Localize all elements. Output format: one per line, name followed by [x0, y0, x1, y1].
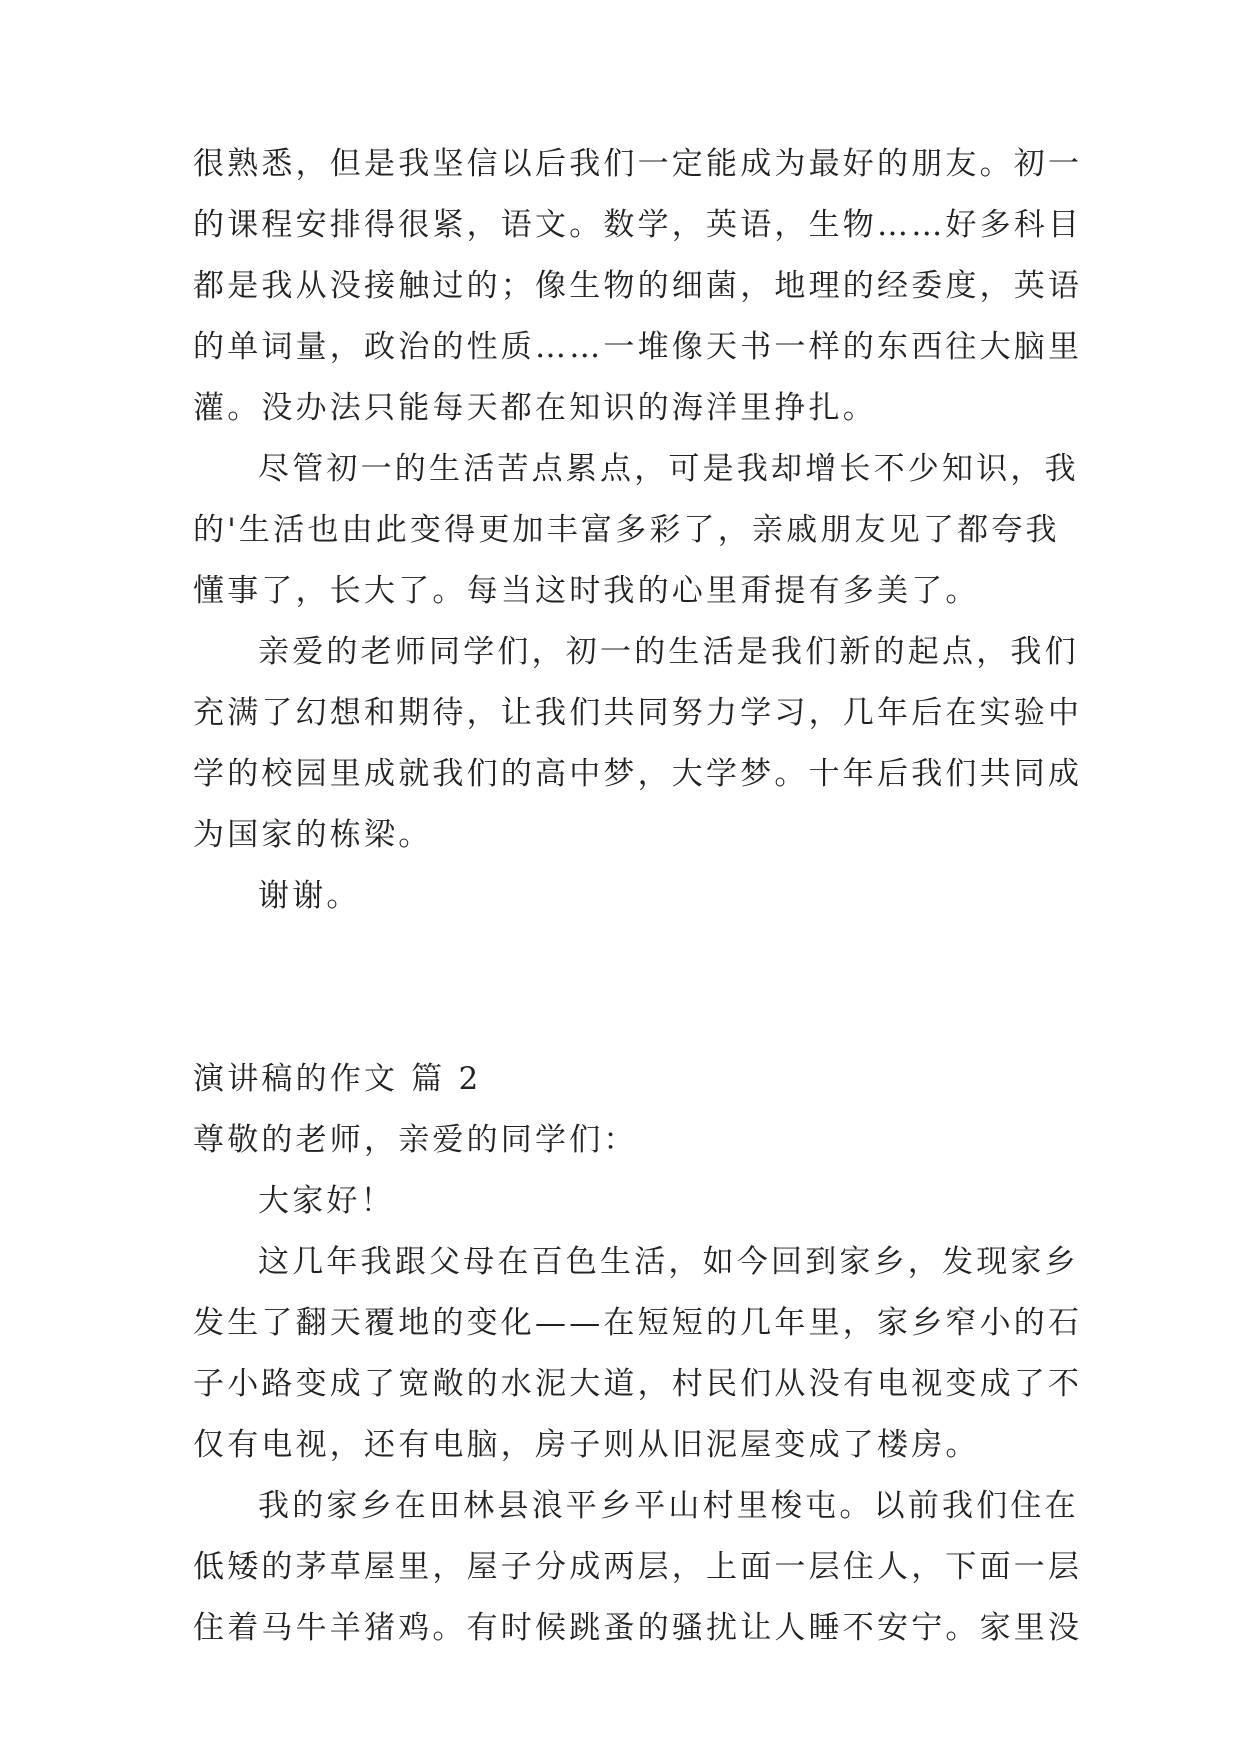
text-line: 学的校园里成就我们的高中梦，大学梦。十年后我们共同成	[193, 756, 1083, 792]
greeting-line: 大家好！	[258, 1183, 395, 1219]
paragraph-start-line: 我的家乡在田林县浪平乡平山村里梭屯。以前我们住在	[258, 1488, 1079, 1524]
paragraph-start-line: 尽管初一的生活苦点累点，可是我却增长不少知识，我	[258, 451, 1079, 487]
text-line: 的课程安排得很紧，语文。数学，英语，生物……好多科目	[193, 207, 1083, 243]
text-line: 充满了幻想和期待，让我们共同努力学习，几年后在实验中	[193, 695, 1083, 731]
text-line: 住着马牛羊猪鸡。有时候跳蚤的骚扰让人睡不安宁。家里没	[193, 1610, 1083, 1646]
text-line: 低矮的茅草屋里，屋子分成两层，上面一层住人，下面一层	[193, 1549, 1083, 1585]
text-line: 都是我从没接触过的；像生物的细菌，地理的经委度，英语	[193, 268, 1083, 304]
text-line: 很熟悉，但是我坚信以后我们一定能成为最好的朋友。初一	[193, 146, 1083, 182]
text-line: 为国家的栋梁。	[193, 817, 433, 853]
paragraph-start-line: 亲爱的老师同学们，初一的生活是我们新的起点，我们	[258, 634, 1079, 670]
paragraph-start-line: 这几年我跟父母在百色生活，如今回到家乡，发现家乡	[258, 1244, 1079, 1280]
text-line: 仅有电视，还有电脑，房子则从旧泥屋变成了楼房。	[193, 1427, 980, 1463]
document-page	[193, 134, 1083, 1659]
section-gap	[193, 927, 1053, 1049]
text-line: 的单词量，政治的性质……一堆像天书一样的东西往大脑里	[193, 329, 1083, 365]
section-heading: 演讲稿的作文 篇 2	[193, 1061, 482, 1097]
salutation-line: 尊敬的老师，亲爱的同学们：	[193, 1122, 638, 1158]
text-line: 懂事了，长大了。每当这时我的心里甭提有多美了。	[193, 573, 980, 609]
text-line: 灌。没办法只能每天都在知识的海洋里挣扎。	[193, 390, 877, 426]
text-line: 子小路变成了宽敞的水泥大道，村民们从没有电视变成了不	[193, 1366, 1083, 1402]
text-line: 的'生活也由此变得更加丰富多彩了，亲戚朋友见了都夸我	[193, 512, 1060, 548]
text-line: 发生了翻天覆地的变化——在短短的几年里，家乡窄小的石	[193, 1305, 1083, 1341]
closing-line: 谢谢。	[258, 878, 361, 914]
